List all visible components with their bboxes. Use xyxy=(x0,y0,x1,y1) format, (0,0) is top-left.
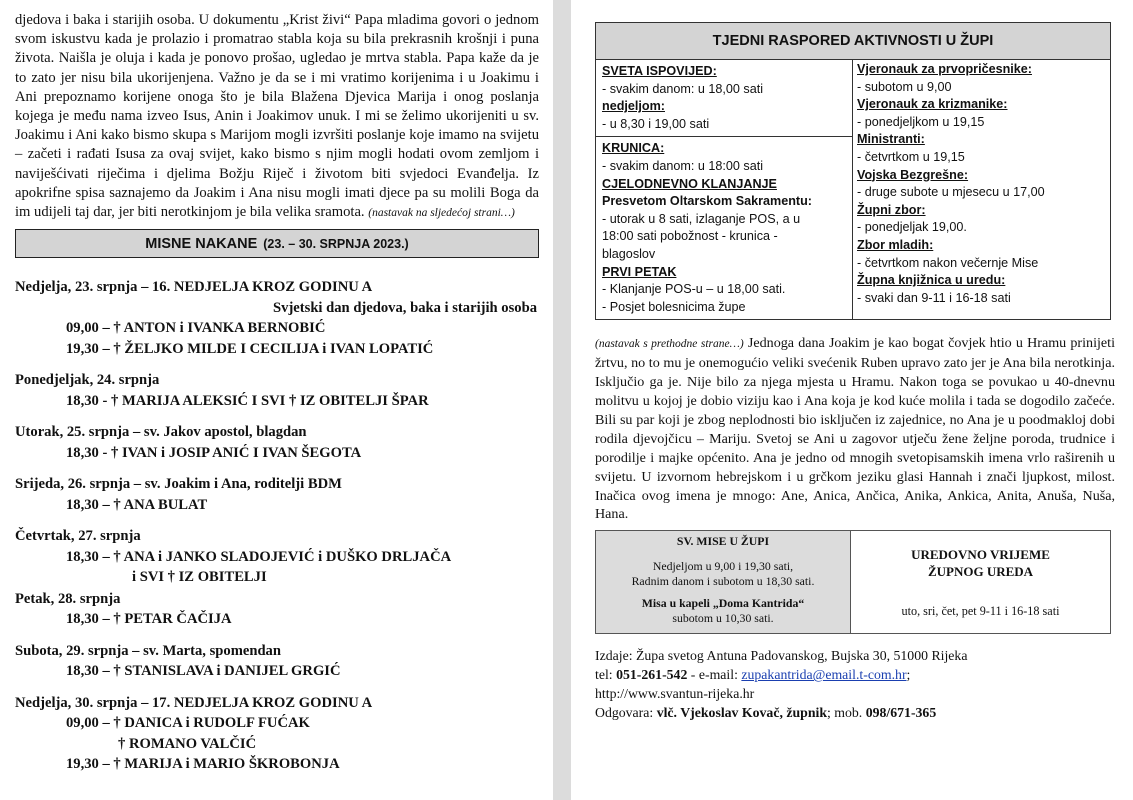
right-page xyxy=(571,0,1133,800)
schedule-line: - svaki dan 9-11 i 16-18 sati xyxy=(857,290,1011,305)
schedule-line: - Posjet bolesnicima župe xyxy=(602,299,746,314)
email-link[interactable]: zupakantrida@email.t-com.hr xyxy=(741,667,907,683)
day-label: Nedjelja, 30. srpnja – 17. NEDJELJA KROZ GODINU A xyxy=(15,694,373,711)
day-entry xyxy=(15,370,539,411)
mass-intentions-list xyxy=(15,277,539,775)
mass-line: 19,30 – † MARIJA i MARIO ŠKROBONJA xyxy=(66,756,340,773)
mass-times-cell xyxy=(596,531,851,633)
mass-line: 18,30 – † ANA BULAT xyxy=(66,496,208,513)
chapel-mass-line: subotom u 10,30 sati. xyxy=(672,611,774,626)
mass-line: 18,30 – † STANISLAVA i DANIJEL GRGIĆ xyxy=(66,663,341,680)
schedule-line: - u 8,30 i 19,00 sati xyxy=(602,116,710,131)
day-entry xyxy=(15,277,539,359)
schedule-line: - ponedjeljkom u 19,15 xyxy=(857,114,985,129)
office-hours-cell xyxy=(851,531,1110,633)
schedule-heading: Zbor mladih: xyxy=(857,237,934,252)
mass-times-line: Nedjeljom u 9,00 i 19,30 sati, xyxy=(652,558,794,573)
day-entry xyxy=(15,526,539,588)
mass-line: 19,30 – † ŽELJKO MILDE I CECILIJA i IVAN LOPATIĆ xyxy=(66,340,434,357)
schedule-left-column xyxy=(596,60,853,319)
schedule-line: - četvrtkom u 19,15 xyxy=(857,149,965,164)
continuation-note: (nastavak na sljedećoj strani…) xyxy=(368,207,515,220)
mass-times-title: SV. MISE U ŽUPI xyxy=(676,534,770,549)
schedule-heading: Župna knjižnica u uredu: xyxy=(857,273,1006,288)
schedule-line: blagoslov xyxy=(602,246,656,261)
mass-line-continued: † ROMANO VALČIĆ xyxy=(118,735,257,752)
schedule-line: - svakim danom: u 18:00 sati xyxy=(602,158,763,173)
schedule-heading: Vjeronauk za prvopričesnike: xyxy=(857,62,1032,76)
schedule-heading: Ministranti: xyxy=(857,132,925,147)
schedule-line: 18:00 sati pobožnost - krunica - xyxy=(602,229,778,244)
mass-line: 09,00 – † DANICA i RUDOLF FUĆAK xyxy=(66,715,310,732)
schedule-right-column xyxy=(853,60,1110,319)
mass-line: 18,30 - † IVAN i JOSIP ANIĆ I IVAN ŠEGOTA xyxy=(66,444,362,461)
day-sublabel: Svjetski dan djedova, baka i starijih osoba xyxy=(273,299,537,316)
info-table xyxy=(595,530,1111,634)
continued-paragraph: (nastavak s prethodne strane…) Jednoga dana Joakim je kao bogat čovjek htio u Hramu prinijeti žrtvu, no to mu je onemogućio veliki svećenik Ruben upravo zato jer je Ana bila nerotkinja. Isključio ga je. Nije bilo za njega mjesta u Hramu. Nakon toga se povukao u 40-dnevnu molitvu u kojoj je dobio viziju kao i Ana koja je kod kuće molila i tada se dogodilo začeće. Bili su par koji je zbog neplodnosti bio isključen iz zajednice, no Ana je u poodmakloj dobi rodila djevojčicu – Mariju. Svetoj se Ani u zagovor utječu žene željne poroda, trudnice i porodilje i majke općenito. Ana je jedno od mnogih svetopisamskih imena vrlo raširenih u svijetu. U izvornom hebrejskom i u grčkom jeziku glasi Hannah i znači ljupkost, milost. Inačica ovog imena je mnogo: Ane, Anica, Ančica, Anika, Ankica, Anita, Anuša, Nuša, Hana. xyxy=(595,335,1115,523)
continuation-note: (nastavak s prethodne strane…) xyxy=(595,338,744,351)
schedule-heading: SVETA ISPOVIJED: xyxy=(602,64,717,78)
day-entry xyxy=(15,641,539,682)
mass-line: 18,30 – † ANA i JANKO SLADOJEVIĆ i DUŠKO DRLJAČA xyxy=(66,548,452,565)
day-label: Utorak, 25. srpnja – sv. Jakov apostol, blagdan xyxy=(15,424,307,441)
day-entry xyxy=(15,693,539,775)
schedule-heading: PRVI PETAK xyxy=(602,264,677,279)
schedule-heading: Presvetom Oltarskom Sakramentu: xyxy=(602,194,812,209)
day-label: Srijeda, 26. srpnja – sv. Joakim i Ana, roditelji BDM xyxy=(15,476,342,493)
schedule-heading: KRUNICA: xyxy=(602,141,665,156)
misne-nakane-header xyxy=(15,229,539,258)
publisher-line: Izdaje: Župa svetog Antuna Padovanskog, Bujska 30, 51000 Rijeka xyxy=(595,648,968,664)
phone-number: 051-261-542 xyxy=(616,667,688,683)
publisher-footer xyxy=(595,646,1115,722)
mass-line-continued: i SVI † IZ OBITELJI xyxy=(132,569,267,586)
chapel-mass-title: Misa u kapeli „Doma Kantrida“ xyxy=(641,595,805,610)
schedule-line: - ponedjeljak 19,00. xyxy=(857,220,967,235)
mass-times-line: Radnim danom i subotom u 18,30 sati. xyxy=(631,574,815,589)
schedule-line: - druge subote u mjesecu u 17,00 xyxy=(857,185,1045,200)
day-label: Četvrtak, 27. srpnja xyxy=(15,528,141,545)
schedule-title: TJEDNI RASPORED AKTIVNOSTI U ŽUPI xyxy=(596,23,1110,60)
schedule-heading: Vjeronauk za krizmanike: xyxy=(857,97,1008,112)
misne-title: MISNE NAKANE xyxy=(145,235,258,252)
day-label: Subota, 29. srpnja – sv. Marta, spomendan xyxy=(15,642,281,659)
schedule-heading: Vojska Bezgrešne: xyxy=(857,167,969,182)
schedule-line: - četvrtkom nakon večernje Mise xyxy=(857,255,1039,270)
mass-line: 09,00 – † ANTON i IVANKA BERNOBIĆ xyxy=(66,320,326,337)
weekly-schedule-table xyxy=(595,22,1111,320)
left-page xyxy=(0,0,553,800)
schedule-line: - Klanjanje POS-u – u 18,00 sati. xyxy=(602,282,786,297)
day-label: Ponedjeljak, 24. srpnja xyxy=(15,372,160,389)
misne-dates: (23. – 30. SRPNJA 2023.) xyxy=(263,236,409,251)
schedule-line: - subotom u 9,00 xyxy=(857,79,952,94)
office-hours: uto, sri, čet, pet 9-11 i 16-18 sati xyxy=(901,604,1060,619)
day-entry xyxy=(15,474,539,515)
contact-line: tel: 051-261-542 - e-mail: zupakantrida@email.t-com.hr; xyxy=(595,667,911,683)
confession-box xyxy=(596,60,852,136)
intro-paragraph: djedova i baka i starijih osoba. U dokumentu „Krist živi“ Papa mladima govori o jednom svom iskustvu kada je prolazio i promatrao stabla koja su bila prekrasnih krošnji i puna života. Naišla je oluja i kada je ponovo prošao, ugledao je mrtva stabla. Papa kaže da je to zato jer nisu bila ukorijenjena. Važno je da se i mi vratimo korijenima i u Joakimu i Ani prepoznamo korijene onoga što je bila Blažena Djevica Marija i onog poslanja kojega je među nama izveo Isus, Anin i Joakimov unuk. I mi se želimo ukorijeniti u sv. Joakimu i Ani kako bismo skupa s Marijom mogli izvršiti poslanje koje imamo na svijetu – začeti i rađati Isusa za ovaj svijet, kako bismo s njim mogli hodati ovom zemljom i naviješćivati riječima i djelima Božju Riječ i životom biti svjedoci Evanđelja. Iz apokrifne spisa saznajemo da Joakim i Ana nisu mogli imati djece pa su molili Boga da im udijeli taj dar, jer biti nerotkinjom je bila velika sramota. (nastavak na sljedećoj strani…) xyxy=(15,12,539,221)
day-entry xyxy=(15,422,539,463)
mass-line: 18,30 – † PETAR ČAČIJA xyxy=(66,611,232,628)
day-entry xyxy=(15,589,539,630)
schedule-heading: nedjeljom: xyxy=(602,99,665,114)
office-hours-title: UREDOVNO VRIJEME ŽUPNOG UREDA xyxy=(911,547,1050,580)
responsible-line: Odgovara: vlč. Vjekoslav Kovač, župnik; mob. 098/671-365 xyxy=(595,705,937,721)
schedule-heading: Župni zbor: xyxy=(857,202,926,217)
day-label: Petak, 28. srpnja xyxy=(15,590,121,607)
schedule-heading: CJELODNEVNO KLANJANJE xyxy=(602,176,777,191)
rosary-box xyxy=(596,136,852,319)
schedule-line: - utorak u 8 sati, izlaganje POS, a u xyxy=(602,211,801,226)
day-label: Nedjelja, 23. srpnja – 16. NEDJELJA KROZ GODINU A xyxy=(15,279,373,296)
schedule-line: - svakim danom: u 18,00 sati xyxy=(602,81,763,96)
mass-line: 18,30 - † MARIJA ALEKSIĆ I SVI † IZ OBITELJI ŠPAR xyxy=(66,392,429,409)
website-link[interactable]: http://www.svantun-rijeka.hr xyxy=(595,686,755,702)
